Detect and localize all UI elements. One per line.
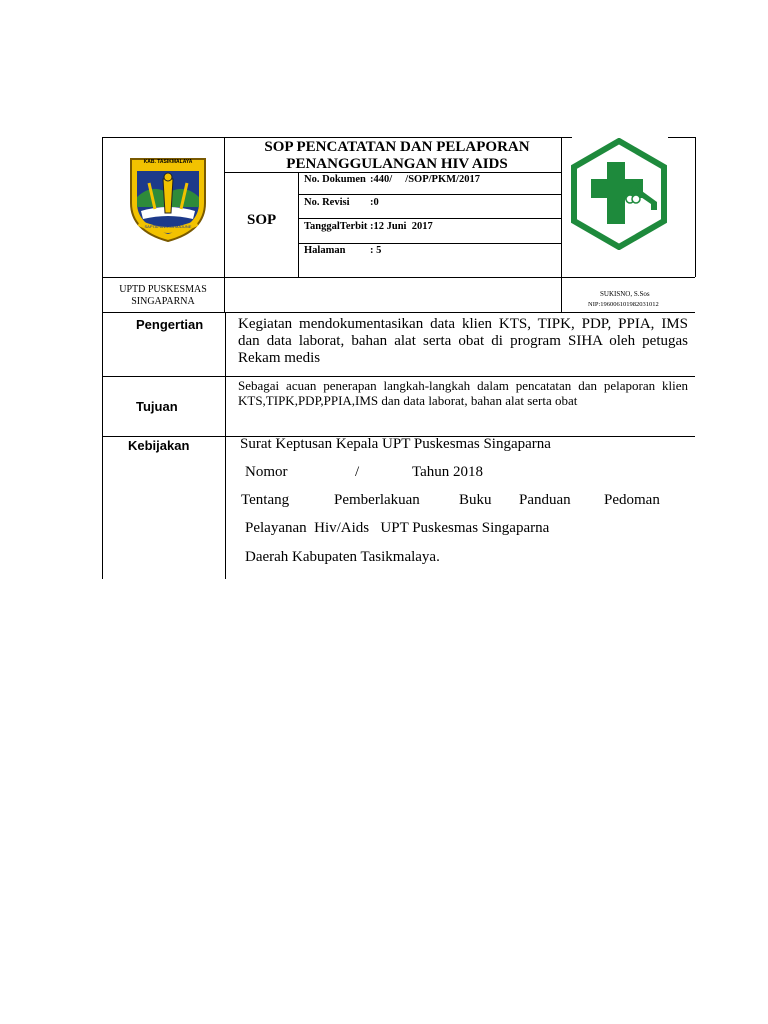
crest-bottom-text: SAPTAPANGGA MAJUNE bbox=[144, 224, 192, 229]
meta-row-line-1 bbox=[298, 194, 561, 195]
doc-number-value: :440/ /SOP/PKM/2017 bbox=[370, 174, 480, 185]
meta-row-line-3 bbox=[298, 243, 561, 244]
issue-date-value: :12 Juni 2017 bbox=[370, 221, 433, 232]
issue-date-row bbox=[304, 221, 433, 232]
signer-name: SUKISNO, S.Sos bbox=[600, 290, 650, 298]
unit-name-line2: SINGAPARNA bbox=[131, 296, 195, 307]
page-value: : 5 bbox=[370, 245, 382, 256]
revision-label: No. Revisi bbox=[304, 197, 350, 208]
table-right-border bbox=[695, 137, 696, 277]
puskesmas-logo bbox=[569, 138, 669, 250]
kebijakan-label: Kebijakan bbox=[128, 438, 190, 453]
document-title bbox=[232, 139, 562, 173]
revision-value: :0 bbox=[370, 197, 379, 208]
unit-name bbox=[112, 284, 214, 308]
doc-number-label: No. Dokumen bbox=[304, 174, 366, 185]
kebijakan-line4: Pelayanan Hiv/Aids UPT Puskesmas Singaparna bbox=[245, 520, 550, 536]
table-left-border bbox=[102, 137, 103, 579]
kebijakan-nomor: Nomor bbox=[245, 464, 288, 480]
table-top-border bbox=[102, 137, 572, 138]
revision-row bbox=[304, 197, 379, 208]
kebijakan-line5: Daerah Kabupaten Tasikmalaya. bbox=[245, 549, 440, 565]
kebijakan-slash: / bbox=[355, 464, 360, 480]
pengertian-label: Pengertian bbox=[136, 317, 204, 332]
district-crest-logo bbox=[127, 153, 209, 243]
meta-left-border bbox=[298, 172, 299, 277]
header-col-divider-1 bbox=[224, 137, 225, 312]
kebijakan-tentang-word: Tentang bbox=[241, 492, 290, 508]
body-col-divider bbox=[225, 312, 226, 579]
tujuan-text: Sebagai acuan penerapan langkah-langkah dalam pencatatan dan pelaporan klien KTS,TIPK,PDP,PPIA,IMS dan data laborat, bahan alat serta obat bbox=[238, 378, 688, 408]
issue-date-label: TanggalTerbit bbox=[304, 221, 368, 232]
kebijakan-tahun: Tahun 2018 bbox=[412, 464, 484, 480]
document-title-line2: PENANGGULANGAN HIV AIDS bbox=[286, 156, 508, 172]
crest-top-text: KAB. TASIKMALAYA bbox=[143, 159, 193, 165]
kebijakan-tentang-word: Buku bbox=[459, 492, 492, 508]
kebijakan-line1: Surat Keptusan Kepala UPT Puskesmas Singaparna bbox=[240, 436, 551, 452]
row-divider-1 bbox=[102, 376, 695, 377]
meta-row-line-2 bbox=[298, 218, 561, 219]
header-separator-line bbox=[102, 312, 695, 313]
kebijakan-tentang-word: Pedoman bbox=[604, 492, 660, 508]
document-title-line1: SOP PENCATATAN DAN PELAPORAN bbox=[264, 139, 530, 155]
tujuan-label: Tujuan bbox=[136, 399, 178, 414]
header-bottom-line bbox=[102, 277, 695, 278]
pengertian-text: Kegiatan mendokumentasikan data klien KTS, TIPK, PDP, PPIA, IMS dan data laborat, bahan alat serta obat di program SIHA oleh petugas Rekam medis bbox=[238, 316, 688, 366]
table-top-border-right bbox=[668, 137, 696, 138]
kebijakan-tentang-word: Pemberlakuan bbox=[334, 492, 420, 508]
doc-number-row bbox=[304, 174, 480, 185]
page-label: Halaman bbox=[304, 245, 346, 256]
unit-name-line1: UPTD PUSKESMAS bbox=[119, 284, 207, 295]
signer-nip: NIP:196006101982031012 bbox=[588, 301, 659, 308]
sop-label: SOP bbox=[247, 212, 277, 228]
kebijakan-tentang-word: Panduan bbox=[519, 492, 571, 508]
page-row bbox=[304, 245, 381, 256]
